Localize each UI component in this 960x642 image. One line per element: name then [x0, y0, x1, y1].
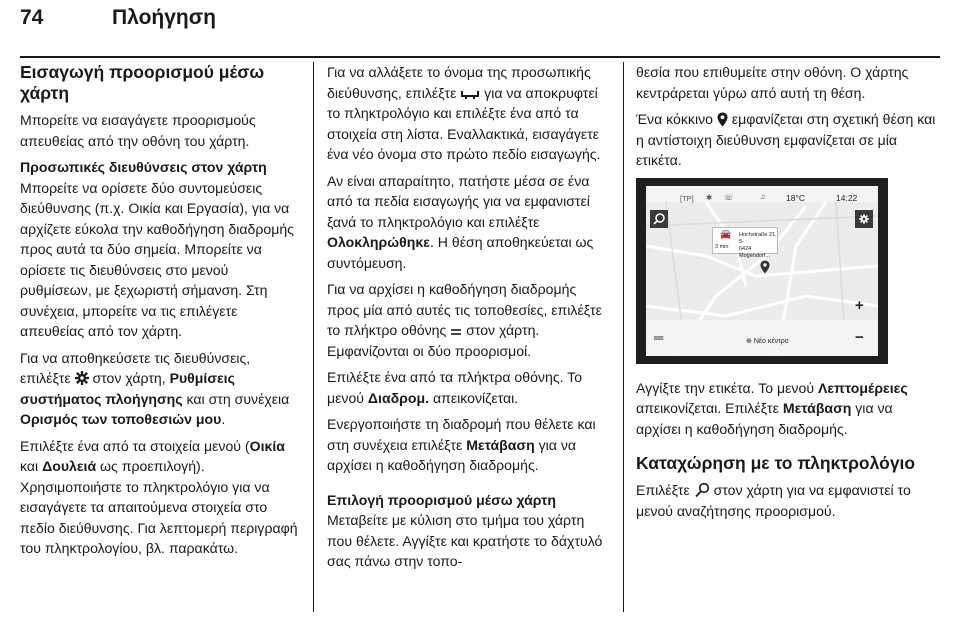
paragraph [20, 436, 302, 559]
text: Επιλέξτε ένα από τα στοιχεία μενού ( [20, 437, 250, 454]
paragraph [20, 157, 302, 342]
text: για να αποκρυφτεί το πληκτρολόγιο και επιλέξτε ένα από τα στοιχεία στη λίστα. Εναλλακτικά, εισαγάγετε ένα νέο όνομα στο πρώτο πεδίο εισαγωγής. [327, 84, 601, 162]
subheading: Επιλογή προορισμού μέσω χάρτη [327, 491, 557, 508]
search-icon [650, 210, 668, 228]
car-icon: 🚘 [720, 228, 732, 239]
text: απεικονίζεται. Επιλέξτε [636, 400, 783, 416]
column-2 [327, 62, 610, 578]
clock: 14:22 [836, 192, 858, 203]
new-center-label: Νέο κέντρο [753, 337, 789, 345]
column-divider [623, 62, 624, 612]
menu-term: Ρυθμίσεις συστήματος πλοήγησης [20, 370, 235, 407]
menu-icon [450, 326, 462, 338]
paragraph: θεσία που επιθυμείτε στην οθόνη. Ο χάρτης κεντράρεται γύρω από αυτή τη θέση. [636, 64, 909, 101]
text: στον χάρτη για να εμφανιστεί το μενού αναζήτησης προορισμού. [636, 482, 911, 519]
page-number: 74 [20, 6, 44, 29]
text: . Η θέση αποθηκεύεται ως συντόμευση. [327, 234, 594, 271]
paragraph [636, 480, 940, 521]
paragraph [327, 367, 610, 408]
text: Ενεργοποιήστε τη διαδρομή που θέλετε και στη συνέχεια επιλέξτε [327, 416, 596, 453]
paragraph [327, 279, 610, 361]
address-text [739, 232, 779, 260]
location-pin-icon [717, 112, 728, 127]
text: Επιλέξτε [636, 482, 694, 498]
crosshair-icon: ⊕ [746, 337, 752, 345]
bluetooth-icon: ✱ [706, 192, 713, 202]
section-heading: Καταχώρηση με το πληκτρολόγιο [636, 453, 916, 473]
status-bar [646, 186, 878, 202]
address-line: Hochstraße 21, 5- [739, 231, 777, 245]
paragraph [636, 109, 940, 171]
paragraph [20, 348, 302, 430]
gear-icon [75, 371, 89, 385]
text: απεικονίζεται. [429, 389, 519, 406]
location-pin-icon [760, 260, 770, 274]
paragraph [636, 378, 940, 440]
menu-term: Μετάβαση [782, 400, 852, 416]
column-1 [20, 62, 302, 565]
text: Αγγίξτε την ετικέτα. Το μενού [636, 379, 818, 396]
text: . [221, 411, 226, 427]
text: Αν είναι απαραίτητο, πατήστε μέσα σε ένα από τα πεδία εισαγωγής για να εμφανιστεί ξανά το πληκτρολόγιο και επιλέξτε [327, 172, 590, 230]
menu-term: Οικία [249, 437, 285, 454]
menu-term: Δουλειά [42, 458, 97, 474]
map-settings-button[interactable] [855, 210, 873, 228]
map-view [646, 186, 878, 356]
menu-term: Λεπτομέρειες [817, 379, 908, 396]
music-icon: ♫ [760, 191, 766, 201]
navigation-screen-illustration [636, 178, 888, 364]
eta-label: 3 min [715, 243, 729, 250]
paragraph [327, 171, 610, 274]
zoom-in-button[interactable]: + [855, 296, 864, 314]
new-center-button[interactable] [746, 332, 789, 353]
text: εμφανίζεται στη σχετική θέση και η αντίστοιχη διεύθυνση εμφανίζεται σε μία ετικέτα. [636, 111, 936, 168]
page-header [20, 6, 940, 60]
column-3 [636, 62, 940, 527]
text: Για να αλλάξετε το όνομα της προσωπικής διεύθυνσης, επιλέξτε [327, 64, 591, 101]
text: στον χάρτη. Εμφανίζονται οι δύο προορισμοί. [327, 322, 540, 359]
text: για να αρχίσει η καθοδήγηση διαδρομής. [636, 400, 893, 437]
header-rule [20, 56, 940, 58]
column-divider [313, 62, 314, 612]
text: Επιλέξτε ένα από τα πλήκτρα οθόνης. Το μενού [327, 369, 583, 406]
text: Για να αποθηκεύσετε τις διευθύνσεις, επιλέξτε [20, 349, 251, 386]
paragraph: Μπορείτε να εισαγάγετε προορισμούς απευθείας από την οθόνη του χάρτη. [20, 112, 256, 149]
phone-icon: ☏ [724, 192, 734, 202]
text: για να αρχίσει η καθοδήγηση διαδρομής. [327, 436, 577, 473]
subheading: Προσωπικές διευθύνσεις στον χάρτη [20, 159, 267, 175]
menu-term: Διαδρομ. [367, 389, 430, 406]
text: ως προεπιλογή). Χρησιμοποιήστε το πληκτρολόγιο για να εισαγάγετε τα απαιτούμενα στοιχεία στο πεδίο διεύθυνσης. Για λεπτομερή περιγραφή του πληκτρολογίου, βλ. παρακάτω. [20, 458, 298, 556]
traffic-indicator: [TP] [680, 193, 694, 203]
keyboard-hide-icon [460, 89, 480, 101]
map-menu-button[interactable]: ═ [654, 329, 664, 345]
menu-term: Ολοκληρώθηκε [327, 234, 430, 250]
temperature: 18°C [786, 192, 805, 203]
paragraph [327, 490, 610, 572]
paragraph [327, 414, 610, 476]
page-title: Πλοήγηση [112, 6, 216, 29]
paragraph [327, 62, 610, 165]
map-search-button[interactable] [650, 210, 668, 228]
search-icon [694, 482, 710, 498]
gear-icon [855, 210, 873, 228]
text: και στη συνέχεια [182, 390, 290, 407]
text: Μπορείτε να ορίσετε δύο συντομεύσεις διεύθυνσης (π.χ. Οικία και Εργασία), για να αρχίζετε εύκολα την καθοδήγηση διαδρομής προς αυτά τα δύο σημεία. Μπορείτε να ορίσετε τις διευθύνσεις στο μενού ρυθμίσεων, με ξεχωριστή σήμανση. Στη συνέχεια, μπορείτε να τις επιλέγετε απευθείας από τον χάρτη. [20, 179, 294, 339]
section-heading: Εισαγωγή προορισμού μέσω χάρτη [20, 62, 265, 103]
address-line: 6424 Mogendorf... [739, 245, 770, 259]
text: Μεταβείτε με κύλιση στο τμήμα του χάρτη που θέλετε. Αγγίξτε και κρατήστε το δάχτυλό σας πάνω στην τοπο- [327, 512, 603, 569]
menu-term: Ορισμός των τοποθεσιών μου [20, 411, 222, 427]
address-label[interactable] [712, 227, 778, 259]
text: Για να αρχίσει η καθοδήγηση διαδρομής προς μία από αυτές τις τοποθεσίες, επιλέξτε το πλήκτρο οθόνης [327, 281, 602, 338]
text: Ένα κόκκινο [636, 111, 717, 127]
text: στον χάρτη, [88, 370, 170, 386]
text: και [20, 458, 43, 474]
menu-term: Μετάβαση [466, 436, 535, 453]
zoom-out-button[interactable]: − [855, 328, 864, 346]
